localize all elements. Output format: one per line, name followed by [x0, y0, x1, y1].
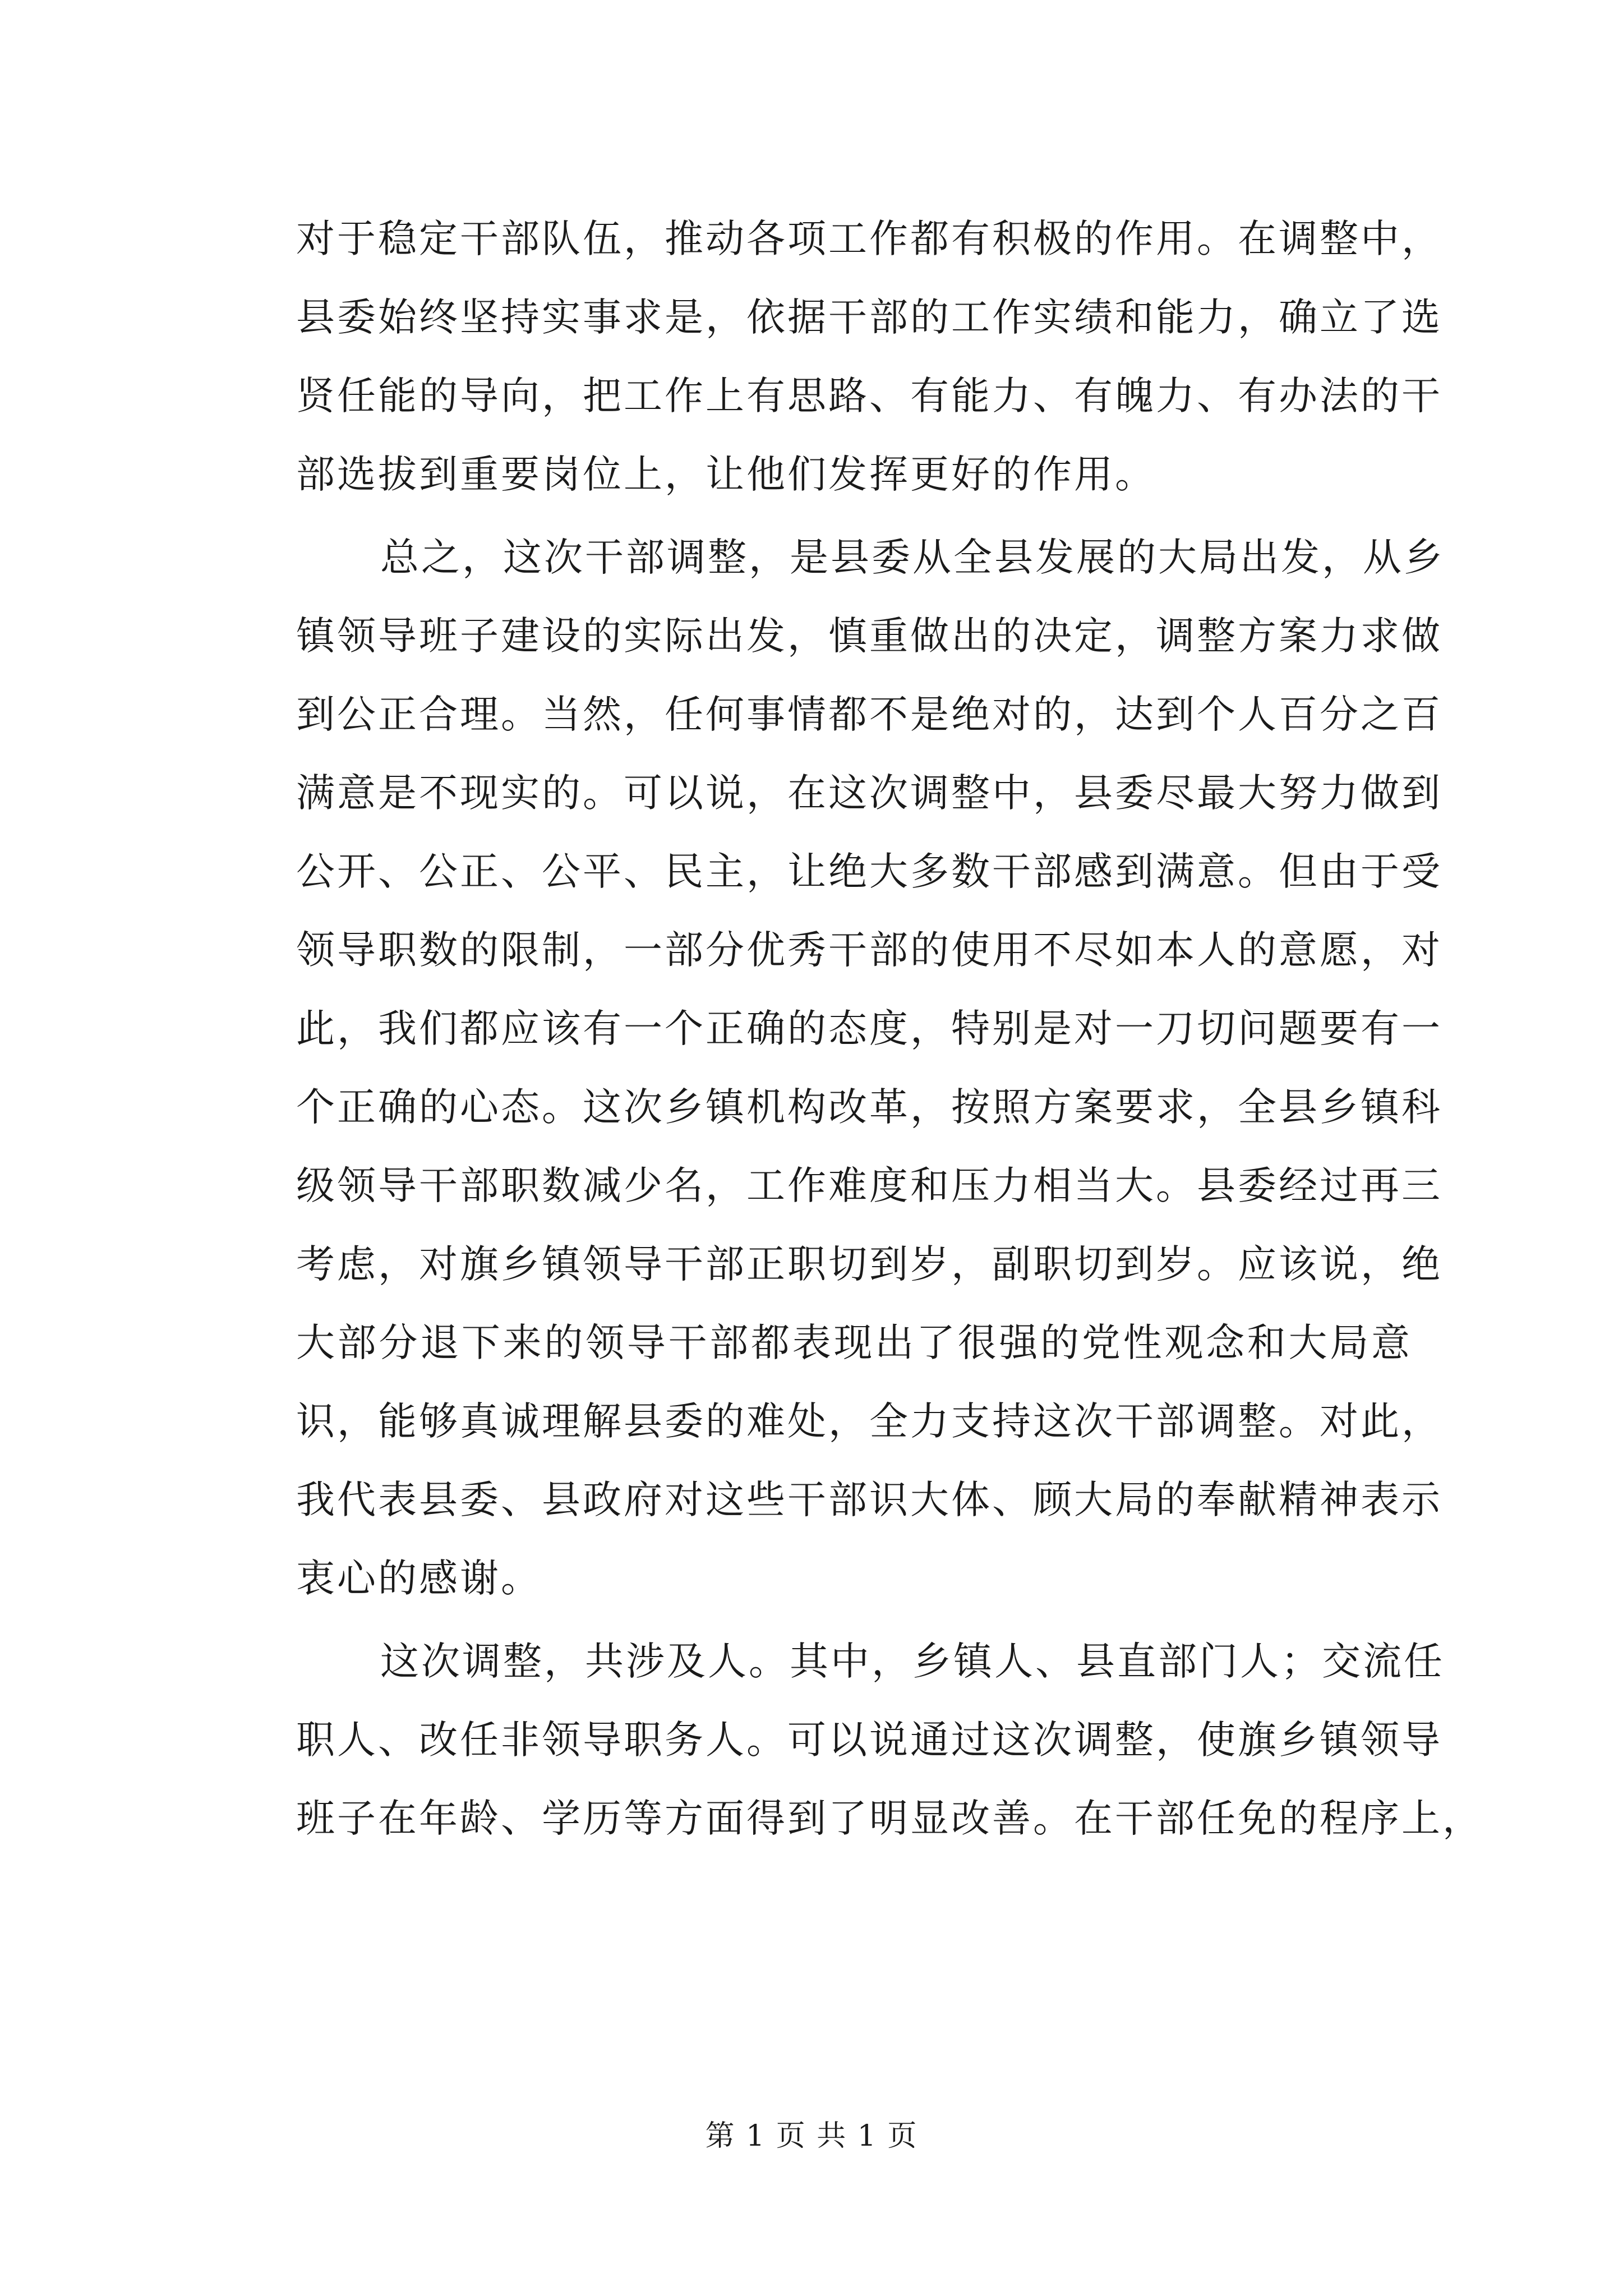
paragraph-gap [296, 514, 1412, 518]
paragraph-gap [296, 1618, 1412, 1622]
text-line: 个正确的心态。这次乡镇机构改革，按照方案要求，全县乡镇科 [296, 1085, 1442, 1130]
text-line: 考虑，对旗乡镇领导干部正职切到岁，副职切到岁。应该说，绝 [296, 1242, 1442, 1287]
text-line: 县委始终坚持实事求是，依据干部的工作实绩和能力，确立了选 [296, 295, 1442, 340]
text-line: 贤任能的导向，把工作上有思路、有能力、有魄力、有办法的干 [296, 374, 1442, 418]
text-line: 大部分退下来的领导干部都表现出了很强的党性观念和大局意 [296, 1320, 1412, 1365]
text-line: 衷心的感谢。 [296, 1556, 542, 1601]
page-footer: 第 1 页 共 1 页 [705, 2119, 918, 2153]
text-line: 总之，这次干部调整，是县委从全县发展的大局出发，从乡 [380, 535, 1445, 580]
text-line: 班子在年龄、学历等方面得到了明显改善。在干部任免的程序上， [296, 1796, 1483, 1841]
paragraph [296, 200, 1442, 514]
text-line: 镇领导班子建设的实际出发，慎重做出的决定，调整方案力求做 [296, 614, 1442, 659]
text-line: 职人、改任非领导职务人。可以说通过这次调整，使旗乡镇领导 [296, 1718, 1442, 1763]
paragraph [296, 1622, 1483, 1858]
text-line: 我代表县委、县政府对这些干部识大体、顾大局的奉献精神表示 [296, 1478, 1442, 1522]
text-line: 部选拔到重要岗位上，让他们发挥更好的作用。 [296, 452, 1156, 497]
text-line: 领导职数的限制，一部分优秀干部的使用不尽如本人的意愿，对 [296, 928, 1442, 973]
paragraph [296, 518, 1445, 1618]
text-line: 级领导干部职数减少名，工作难度和压力相当大。县委经过再三 [296, 1163, 1442, 1208]
text-line: 到公正合理。当然，任何事情都不是绝对的，达到个人百分之百 [296, 692, 1442, 737]
text-line: 对于稳定干部队伍，推动各项工作都有积极的作用。在调整中， [296, 217, 1442, 261]
text-line: 识，能够真诚理解县委的难处，全力支持这次干部调整。对此， [296, 1399, 1442, 1444]
document-body [296, 200, 1483, 1858]
text-line: 这次调整，共涉及人。其中，乡镇人、县直部门人；交流任 [380, 1639, 1445, 1684]
text-line: 公开、公正、公平、民主，让绝大多数干部感到满意。但由于受 [296, 849, 1442, 894]
text-line: 此，我们都应该有一个正确的态度，特别是对一刀切问题要有一 [296, 1006, 1442, 1051]
text-line: 满意是不现实的。可以说，在这次调整中，县委尽最大努力做到 [296, 771, 1442, 816]
